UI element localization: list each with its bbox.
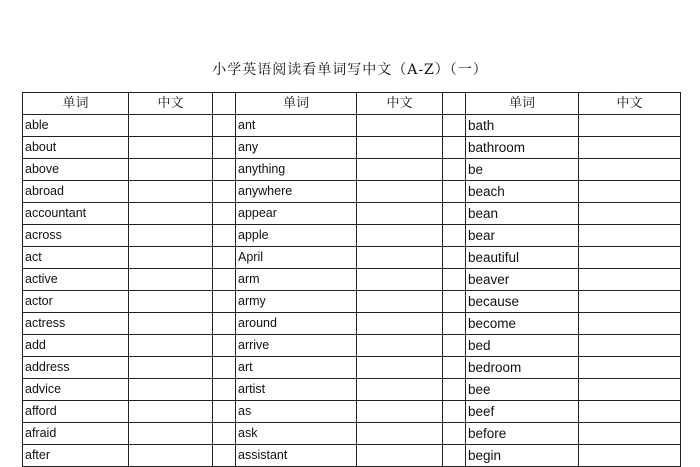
table-row [23,225,681,247]
spacer-cell [443,181,466,203]
chinese-answer-cell[interactable] [579,203,681,225]
spacer-cell [443,379,466,401]
word-cell: bean [466,203,579,225]
chinese-answer-cell[interactable] [579,379,681,401]
chinese-answer-cell[interactable] [129,247,213,269]
chinese-answer-cell[interactable] [357,313,443,335]
chinese-answer-cell[interactable] [357,335,443,357]
header-chinese-1: 中文 [129,93,213,115]
chinese-answer-cell[interactable] [357,115,443,137]
header-chinese-3: 中文 [579,93,681,115]
chinese-answer-cell[interactable] [579,181,681,203]
table-row [23,269,681,291]
spacer-cell [213,225,236,247]
word-cell: around [236,313,357,335]
chinese-answer-cell[interactable] [579,445,681,467]
table-row [23,137,681,159]
word-cell: anything [236,159,357,181]
chinese-answer-cell[interactable] [129,401,213,423]
chinese-answer-cell[interactable] [129,137,213,159]
spacer-cell [213,445,236,467]
chinese-answer-cell[interactable] [579,159,681,181]
spacer-cell [213,379,236,401]
vocabulary-table [22,92,681,467]
word-cell: actor [23,291,129,313]
table-row [23,159,681,181]
word-cell: able [23,115,129,137]
chinese-answer-cell[interactable] [357,225,443,247]
spacer-cell [443,225,466,247]
spacer-cell [443,159,466,181]
table-row [23,115,681,137]
word-cell: bedroom [466,357,579,379]
spacer-cell [213,203,236,225]
word-cell: beautiful [466,247,579,269]
spacer-cell [443,137,466,159]
word-cell: bed [466,335,579,357]
word-cell: bath [466,115,579,137]
header-spacer-2 [443,93,466,115]
header-chinese-2: 中文 [357,93,443,115]
chinese-answer-cell[interactable] [357,269,443,291]
word-cell: across [23,225,129,247]
chinese-answer-cell[interactable] [357,401,443,423]
chinese-answer-cell[interactable] [579,335,681,357]
chinese-answer-cell[interactable] [129,445,213,467]
chinese-answer-cell[interactable] [129,423,213,445]
spacer-cell [443,291,466,313]
word-cell: any [236,137,357,159]
chinese-answer-cell[interactable] [129,181,213,203]
word-cell: about [23,137,129,159]
chinese-answer-cell[interactable] [357,357,443,379]
word-cell: ask [236,423,357,445]
word-cell: actress [23,313,129,335]
word-cell: afraid [23,423,129,445]
chinese-answer-cell[interactable] [357,423,443,445]
table-row [23,357,681,379]
chinese-answer-cell[interactable] [357,291,443,313]
spacer-cell [213,181,236,203]
chinese-answer-cell[interactable] [579,401,681,423]
word-cell: after [23,445,129,467]
word-cell: become [466,313,579,335]
table-row [23,181,681,203]
chinese-answer-cell[interactable] [357,247,443,269]
chinese-answer-cell[interactable] [579,269,681,291]
spacer-cell [443,115,466,137]
word-cell: bear [466,225,579,247]
table-row [23,247,681,269]
header-spacer-1 [213,93,236,115]
word-cell: address [23,357,129,379]
word-cell: before [466,423,579,445]
chinese-answer-cell[interactable] [357,137,443,159]
word-cell: army [236,291,357,313]
header-word-2: 单词 [236,93,357,115]
spacer-cell [213,335,236,357]
header-row [23,93,681,115]
word-cell: appear [236,203,357,225]
spacer-cell [443,357,466,379]
word-cell: begin [466,445,579,467]
spacer-cell [213,269,236,291]
spacer-cell [213,137,236,159]
word-cell: act [23,247,129,269]
table-row [23,203,681,225]
word-cell: bee [466,379,579,401]
table-row [23,291,681,313]
chinese-answer-cell[interactable] [129,291,213,313]
word-cell: as [236,401,357,423]
table-row [23,401,681,423]
word-cell: advice [23,379,129,401]
word-cell: bathroom [466,137,579,159]
chinese-answer-cell[interactable] [357,203,443,225]
word-cell: active [23,269,129,291]
chinese-answer-cell[interactable] [579,357,681,379]
header-word-1: 单词 [23,93,129,115]
spacer-cell [213,423,236,445]
chinese-answer-cell[interactable] [129,203,213,225]
chinese-answer-cell[interactable] [357,379,443,401]
chinese-answer-cell[interactable] [579,247,681,269]
chinese-answer-cell[interactable] [129,269,213,291]
chinese-answer-cell[interactable] [357,445,443,467]
chinese-answer-cell[interactable] [129,159,213,181]
spacer-cell [443,445,466,467]
chinese-answer-cell[interactable] [579,291,681,313]
spacer-cell [213,115,236,137]
word-cell: arm [236,269,357,291]
word-cell: anywhere [236,181,357,203]
chinese-answer-cell[interactable] [129,379,213,401]
word-cell: beef [466,401,579,423]
word-cell: accountant [23,203,129,225]
chinese-answer-cell[interactable] [129,313,213,335]
chinese-answer-cell[interactable] [357,159,443,181]
chinese-answer-cell[interactable] [579,225,681,247]
spacer-cell [213,159,236,181]
spacer-cell [443,313,466,335]
spacer-cell [443,203,466,225]
spacer-cell [213,313,236,335]
word-cell: assistant [236,445,357,467]
word-cell: afford [23,401,129,423]
word-cell: above [23,159,129,181]
spacer-cell [213,291,236,313]
chinese-answer-cell[interactable] [357,181,443,203]
word-cell: abroad [23,181,129,203]
header-word-3: 单词 [466,93,579,115]
document-title: 小学英语阅读看单词写中文（A-Z）（一） [212,62,488,78]
word-cell: April [236,247,357,269]
chinese-answer-cell[interactable] [129,115,213,137]
table-row [23,445,681,467]
spacer-cell [213,401,236,423]
table-row [23,379,681,401]
chinese-answer-cell[interactable] [579,115,681,137]
spacer-cell [213,247,236,269]
word-cell: add [23,335,129,357]
chinese-answer-cell[interactable] [579,137,681,159]
chinese-answer-cell[interactable] [129,357,213,379]
spacer-cell [443,401,466,423]
spacer-cell [443,335,466,357]
word-cell: because [466,291,579,313]
word-cell: art [236,357,357,379]
word-cell: artist [236,379,357,401]
spacer-cell [213,357,236,379]
word-cell: ant [236,115,357,137]
word-cell: beaver [466,269,579,291]
word-cell: beach [466,181,579,203]
spacer-cell [443,269,466,291]
spacer-cell [443,247,466,269]
table-row [23,335,681,357]
chinese-answer-cell[interactable] [579,423,681,445]
word-cell: apple [236,225,357,247]
spacer-cell [443,423,466,445]
table-row [23,313,681,335]
table-row [23,423,681,445]
chinese-answer-cell[interactable] [579,313,681,335]
word-cell: arrive [236,335,357,357]
word-cell: be [466,159,579,181]
chinese-answer-cell[interactable] [129,335,213,357]
chinese-answer-cell[interactable] [129,225,213,247]
